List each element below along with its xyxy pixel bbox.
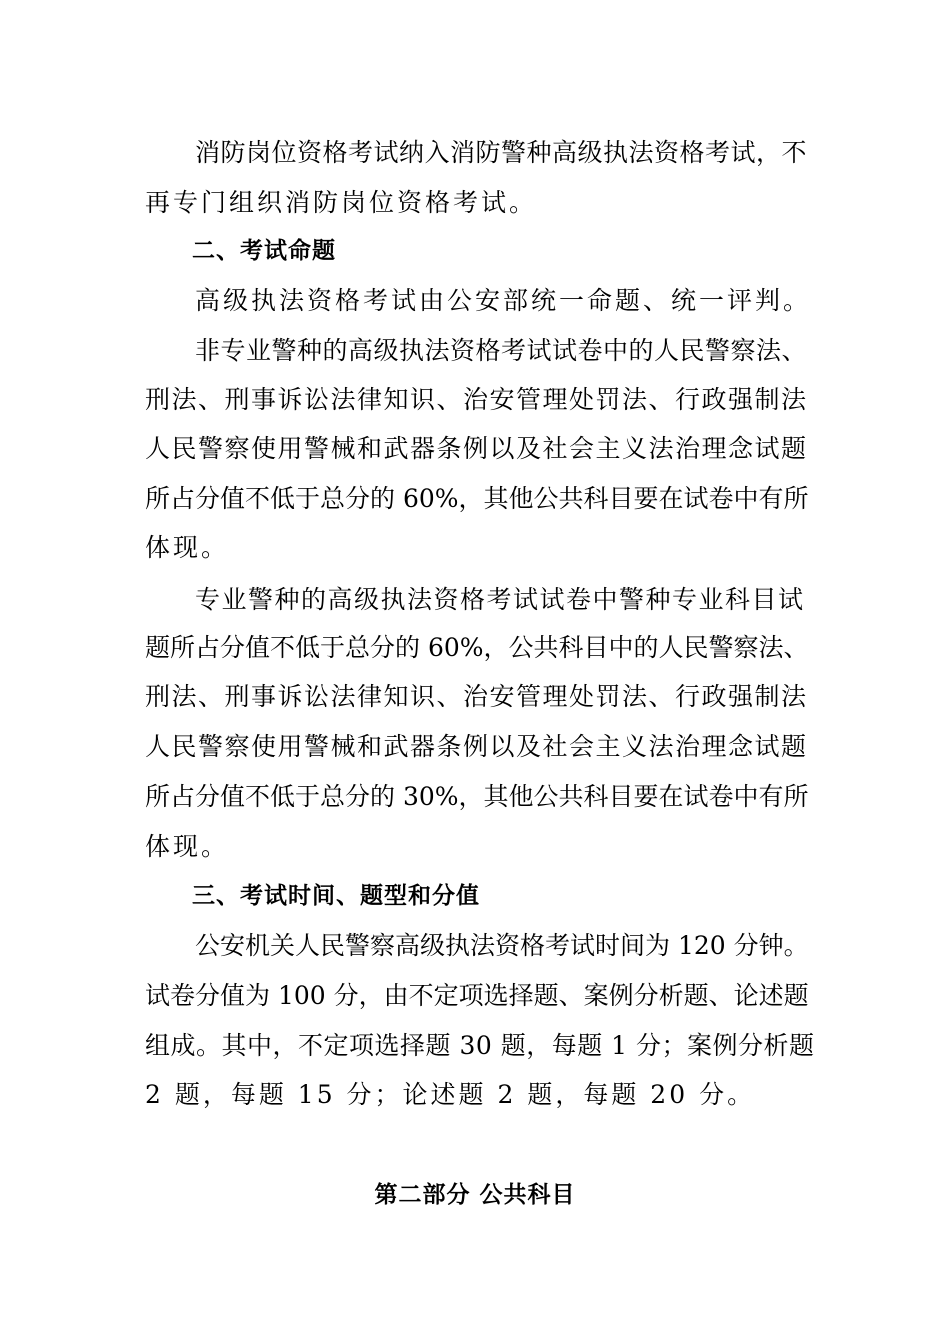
paragraph-line: 专业警种的高级执法资格考试试卷中警种专业科目试 <box>195 585 805 614</box>
paragraph-line: 题所占分值不低于总分的 60%，公共科目中的人民警察法、 <box>145 633 809 662</box>
paragraph-line: 2 题，每题 15 分；论述题 2 题，每题 20 分。 <box>145 1080 756 1109</box>
paragraph-line: 组成。其中，不定项选择题 30 题，每题 1 分；案例分析题 <box>145 1031 815 1060</box>
paragraph-line: 试卷分值为 100 分，由不定项选择题、案例分析题、论述题 <box>145 981 809 1010</box>
paragraph-line: 非专业警种的高级执法资格考试试卷中的人民警察法、 <box>195 336 808 365</box>
paragraph-line: 公安机关人民警察高级执法资格考试时间为 120 分钟。 <box>195 931 809 960</box>
paragraph-line: 人民警察使用警械和武器条例以及社会主义法治理念试题 <box>145 732 808 761</box>
paragraph-line: 消防岗位资格考试纳入消防警种高级执法资格考试，不 <box>195 138 808 167</box>
paragraph-line: 人民警察使用警械和武器条例以及社会主义法治理念试题 <box>145 434 808 463</box>
paragraph-line: 所占分值不低于总分的 60%，其他公共科目要在试卷中有所 <box>145 484 809 513</box>
paragraph-line: 高级执法资格考试由公安部统一命题、统一评判。 <box>195 286 812 315</box>
paragraph-line: 刑法、刑事诉讼法律知识、治安管理处罚法、行政强制法 <box>145 682 808 711</box>
section-heading-exam-time: 三、考试时间、题型和分值 <box>192 883 480 909</box>
part-title: 第二部分 公共科目 <box>374 1182 576 1208</box>
paragraph-line: 再专门组织消防岗位资格考试。 <box>145 188 538 217</box>
paragraph-line: 体现。 <box>145 533 230 562</box>
paragraph-line: 所占分值不低于总分的 30%，其他公共科目要在试卷中有所 <box>145 782 809 811</box>
paragraph-line: 刑法、刑事诉讼法律知识、治安管理处罚法、行政强制法 <box>145 385 808 414</box>
paragraph-line: 体现。 <box>145 832 230 861</box>
section-heading-exam-questions: 二、考试命题 <box>192 238 336 264</box>
